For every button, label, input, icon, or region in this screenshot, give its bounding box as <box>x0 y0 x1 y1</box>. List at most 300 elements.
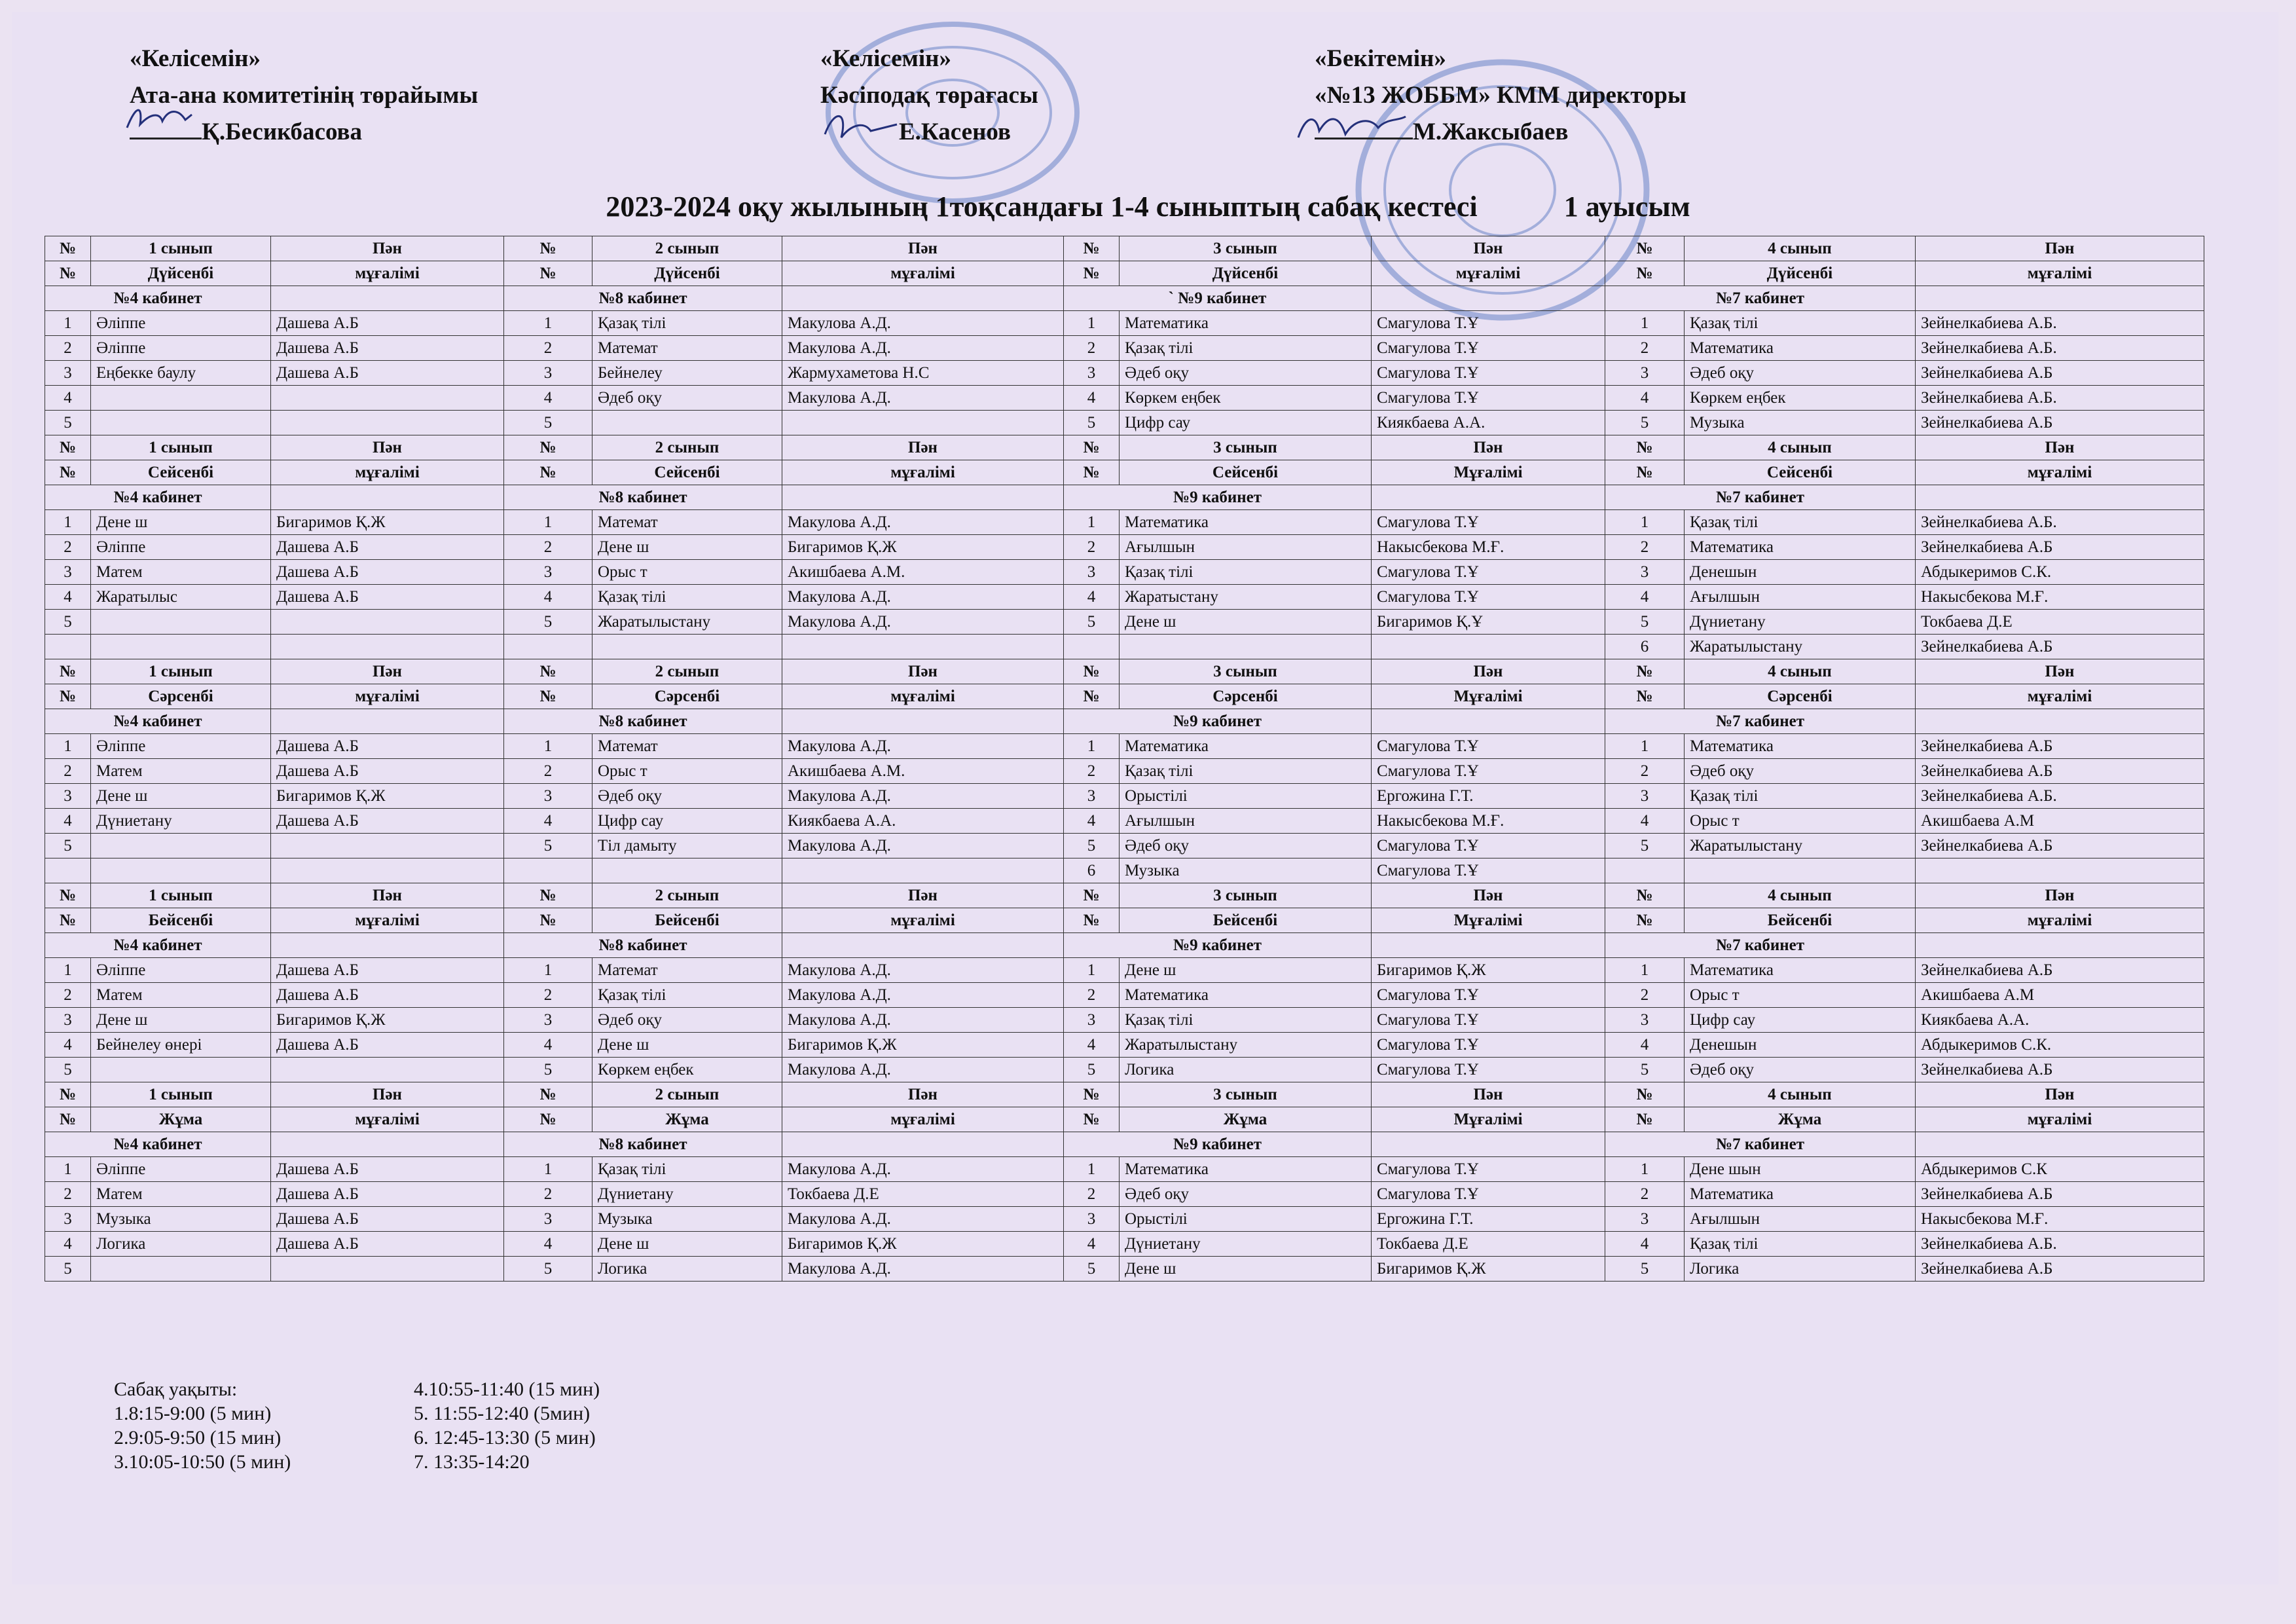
empty-cell <box>271 709 504 734</box>
lesson-subject: Математ <box>592 734 782 759</box>
lesson-number: 5 <box>1605 1257 1685 1282</box>
schedule-title <box>0 190 2296 223</box>
weekday-cell: № <box>1064 1107 1120 1132</box>
lesson-teacher: Накысбекова М.Ғ. <box>1372 809 1605 834</box>
header-cell: Пән <box>271 883 504 908</box>
lesson-subject: Әліппе <box>91 958 271 983</box>
lesson-number: 2 <box>504 1182 592 1207</box>
lesson-number: 5 <box>1064 834 1120 858</box>
lesson-teacher: Макулова А.Д. <box>782 1257 1064 1282</box>
lesson-teacher: Дашева А.Б <box>271 1232 504 1257</box>
lesson-number: 4 <box>45 1232 91 1257</box>
lesson-subject: Көркем еңбек <box>592 1058 782 1082</box>
lesson-subject: Дүниетану <box>1685 610 1916 635</box>
header-cell: Пән <box>1372 1082 1605 1107</box>
classroom-cell: №4 кабинет <box>45 286 271 311</box>
lesson-subject: Әдеб оқу <box>592 1008 782 1033</box>
lesson-teacher: Зейнелкабиева А.Б <box>1916 734 2204 759</box>
lesson-subject: Матем <box>91 759 271 784</box>
lesson-number: 4 <box>1064 1232 1120 1257</box>
weekday-cell: Сәрсенбі <box>1685 684 1916 709</box>
lesson-teacher: Макулова А.Д. <box>782 983 1064 1008</box>
empty-cell <box>782 933 1064 958</box>
weekday-cell: Дүйсенбі <box>1120 261 1372 286</box>
empty-cell <box>271 933 504 958</box>
lesson-subject: Матем <box>91 983 271 1008</box>
lesson-number: 3 <box>1605 1008 1685 1033</box>
lesson-row <box>45 983 2204 1008</box>
weekday-cell: № <box>504 1107 592 1132</box>
empty-cell <box>1916 933 2204 958</box>
lesson-teacher: Дашева А.Б <box>271 734 504 759</box>
lesson-subject: Математика <box>1685 1182 1916 1207</box>
lesson-row <box>45 1182 2204 1207</box>
lesson-number: 2 <box>504 759 592 784</box>
bell-schedule-col2 <box>414 1377 600 1474</box>
lesson-subject: Әліппе <box>91 311 271 336</box>
weekday-header-row <box>45 908 2204 933</box>
lesson-teacher: Смагулова Т.Ұ <box>1372 983 1605 1008</box>
lesson-teacher: Акишбаева А.М <box>1916 809 2204 834</box>
lesson-teacher: Макулова А.Д. <box>782 610 1064 635</box>
lesson-number: 1 <box>1605 1157 1685 1182</box>
lesson-number: 2 <box>1605 535 1685 560</box>
lesson-number: 4 <box>504 386 592 411</box>
empty-cell <box>271 286 504 311</box>
lesson-subject: Қазақ тілі <box>592 1157 782 1182</box>
empty-cell <box>1372 485 1605 510</box>
lesson-teacher <box>782 858 1064 883</box>
lesson-number: 5 <box>45 411 91 435</box>
lesson-teacher: Смагулова Т.Ұ <box>1372 1008 1605 1033</box>
lesson-teacher: Зейнелкабиева А.Б <box>1916 361 2204 386</box>
lesson-subject: Ағылшын <box>1120 535 1372 560</box>
weekday-header-row <box>45 460 2204 485</box>
weekday-cell: мұғалімі <box>271 1107 504 1132</box>
lesson-number: 6 <box>1605 635 1685 659</box>
header-cell: 1 сынып <box>91 1082 271 1107</box>
lesson-row <box>45 759 2204 784</box>
lesson-number: 5 <box>504 1257 592 1282</box>
lesson-number: 5 <box>1605 411 1685 435</box>
lesson-number: 2 <box>504 336 592 361</box>
lesson-teacher: Макулова А.Д. <box>782 734 1064 759</box>
lesson-number: 1 <box>504 510 592 535</box>
header-cell: Пән <box>1916 659 2204 684</box>
lesson-number: 5 <box>1064 610 1120 635</box>
lesson-teacher: Смагулова Т.Ұ <box>1372 858 1605 883</box>
lesson-subject: Дүниетану <box>91 809 271 834</box>
classroom-row <box>45 933 2204 958</box>
lesson-subject: Қазақ тілі <box>1120 336 1372 361</box>
weekday-header-row <box>45 1107 2204 1132</box>
lesson-number: 1 <box>45 958 91 983</box>
classroom-cell: №8 кабинет <box>504 709 782 734</box>
parent-committee-role: Ата-ана комитетінің төрайымы <box>130 82 479 109</box>
header-cell: 4 сынып <box>1685 236 1916 261</box>
header-cell: 2 сынып <box>592 236 782 261</box>
lesson-subject: Дене ш <box>592 1232 782 1257</box>
lesson-subject: Әдеб оқу <box>1120 361 1372 386</box>
lesson-teacher: Токбаева Д.Е <box>782 1182 1064 1207</box>
lesson-number: 4 <box>1605 386 1685 411</box>
lesson-number: 2 <box>1064 759 1120 784</box>
lesson-row <box>45 635 2204 659</box>
lesson-subject: Жаратылыс <box>91 585 271 610</box>
lesson-teacher: Смагулова Т.Ұ <box>1372 759 1605 784</box>
lesson-number: 3 <box>1605 1207 1685 1232</box>
lesson-subject: Жаратылыстану <box>1685 834 1916 858</box>
weekday-cell: Сәрсенбі <box>1120 684 1372 709</box>
lesson-row <box>45 1257 2204 1282</box>
lesson-subject: Орыстілі <box>1120 1207 1372 1232</box>
lesson-teacher: Зейнелкабиева А.Б <box>1916 1182 2204 1207</box>
lesson-number: 5 <box>45 1058 91 1082</box>
lesson-teacher <box>271 834 504 858</box>
lesson-subject: Орыстілі <box>1120 784 1372 809</box>
lesson-row <box>45 809 2204 834</box>
header-cell: № <box>1064 236 1120 261</box>
empty-cell <box>271 485 504 510</box>
lesson-time-2: 2.9:05-9:50 (15 мин) <box>114 1427 282 1449</box>
lesson-subject: Орыс т <box>1685 983 1916 1008</box>
lesson-number <box>1064 635 1120 659</box>
lesson-subject: Бейнелеу өнері <box>91 1033 271 1058</box>
weekday-cell: № <box>45 684 91 709</box>
weekday-cell: мұғалімі <box>1916 261 2204 286</box>
lesson-subject: Логика <box>91 1232 271 1257</box>
lesson-teacher: Бигаримов Қ.Ж <box>782 535 1064 560</box>
header-cell: 1 сынып <box>91 659 271 684</box>
lesson-subject: Дене шын <box>1685 1157 1916 1182</box>
weekday-cell: № <box>45 1107 91 1132</box>
lesson-subject: Математ <box>592 336 782 361</box>
lesson-teacher: Дашева А.Б <box>271 535 504 560</box>
lesson-subject <box>91 610 271 635</box>
lesson-subject: Жаратыстану <box>1120 585 1372 610</box>
lesson-row <box>45 535 2204 560</box>
lesson-teacher: Зейнелкабиева А.Б <box>1916 1257 2204 1282</box>
empty-cell <box>782 709 1064 734</box>
lesson-teacher: Макулова А.Д. <box>782 958 1064 983</box>
lesson-number: 1 <box>1605 311 1685 336</box>
weekday-cell: мұғалімі <box>1372 261 1605 286</box>
header-cell: 2 сынып <box>592 659 782 684</box>
classroom-row <box>45 485 2204 510</box>
lesson-subject: Матем <box>91 560 271 585</box>
lesson-teacher: Зейнелкабиева А.Б. <box>1916 784 2204 809</box>
lesson-subject: Қазақ тілі <box>592 311 782 336</box>
lesson-subject: Әдеб оқу <box>592 386 782 411</box>
lesson-teacher: Смагулова Т.Ұ <box>1372 1157 1605 1182</box>
lesson-subject: Математика <box>1120 734 1372 759</box>
lesson-teacher: Абдыкеримов С.К. <box>1916 560 2204 585</box>
classroom-row <box>45 1132 2204 1157</box>
lesson-number: 6 <box>1064 858 1120 883</box>
header-cell: № <box>45 1082 91 1107</box>
lesson-teacher: Киякбаева А.А. <box>782 809 1064 834</box>
lesson-number: 4 <box>1064 585 1120 610</box>
lesson-row <box>45 585 2204 610</box>
lesson-teacher: Дашева А.Б <box>271 983 504 1008</box>
lesson-subject: Дене ш <box>1120 1257 1372 1282</box>
lesson-teacher: Бигаримов Қ.Ж <box>1372 958 1605 983</box>
lesson-teacher: Дашева А.Б <box>271 809 504 834</box>
weekday-cell: Дүйсенбі <box>592 261 782 286</box>
weekday-cell: Сейсенбі <box>1120 460 1372 485</box>
lesson-subject: Әліппе <box>91 336 271 361</box>
lesson-subject: Әдеб оқу <box>592 784 782 809</box>
lesson-teacher: Дашева А.Б <box>271 361 504 386</box>
header-cell: Пән <box>271 659 504 684</box>
lesson-subject <box>91 858 271 883</box>
lesson-subject: Денешын <box>1685 560 1916 585</box>
lesson-number: 5 <box>45 834 91 858</box>
weekday-cell: № <box>504 261 592 286</box>
lesson-time-7: 7. 13:35-14:20 <box>414 1451 530 1473</box>
lesson-teacher: Акишбаева А.М. <box>782 560 1064 585</box>
lesson-number: 4 <box>504 1033 592 1058</box>
lesson-teacher: Дашева А.Б <box>271 311 504 336</box>
lesson-teacher: Бигаримов Қ.Ж <box>271 1008 504 1033</box>
header-cell: 3 сынып <box>1120 659 1372 684</box>
lesson-teacher: Макулова А.Д. <box>782 510 1064 535</box>
class-header-row <box>45 659 2204 684</box>
header-cell: № <box>504 1082 592 1107</box>
header-cell: Пән <box>1916 1082 2204 1107</box>
lesson-teacher: Макулова А.Д. <box>782 585 1064 610</box>
lesson-number: 4 <box>1064 386 1120 411</box>
signature-left <box>123 101 195 141</box>
lesson-row <box>45 784 2204 809</box>
header-cell: № <box>1605 1082 1685 1107</box>
lesson-teacher <box>271 411 504 435</box>
lesson-teacher: Дашева А.Б <box>271 1207 504 1232</box>
lesson-row <box>45 510 2204 535</box>
lesson-teacher: Бигаримов Қ.Ж <box>782 1033 1064 1058</box>
lesson-number: 1 <box>45 1157 91 1182</box>
lesson-number: 2 <box>1064 535 1120 560</box>
lesson-teacher: Макулова А.Д. <box>782 1058 1064 1082</box>
director-name: М.Жаксыбаев <box>1413 119 1569 145</box>
lesson-subject: Логика <box>592 1257 782 1282</box>
lesson-teacher: Зейнелкабиева А.Б. <box>1916 1232 2204 1257</box>
lesson-row <box>45 411 2204 435</box>
weekday-cell: мұғалімі <box>1916 1107 2204 1132</box>
lesson-number: 5 <box>1605 834 1685 858</box>
lesson-number: 3 <box>504 1207 592 1232</box>
lesson-subject: Математика <box>1120 1157 1372 1182</box>
classroom-cell: №4 кабинет <box>45 933 271 958</box>
lesson-teacher: Бигаримов Қ.Ж <box>1372 1257 1605 1282</box>
lesson-number: 4 <box>1605 1232 1685 1257</box>
lesson-subject <box>1120 635 1372 659</box>
lesson-row <box>45 311 2204 336</box>
lesson-number: 3 <box>1605 784 1685 809</box>
header-cell: 3 сынып <box>1120 435 1372 460</box>
lesson-subject <box>1685 858 1916 883</box>
lesson-number: 4 <box>504 809 592 834</box>
lesson-subject: Математика <box>1685 734 1916 759</box>
lesson-teacher: Макулова А.Д. <box>782 311 1064 336</box>
weekday-cell: № <box>1064 908 1120 933</box>
header-cell: Пән <box>1916 435 2204 460</box>
lesson-subject: Логика <box>1685 1257 1916 1282</box>
lesson-subject: Қазақ тілі <box>1685 311 1916 336</box>
header-cell: Пән <box>782 659 1064 684</box>
classroom-cell: №4 кабинет <box>45 709 271 734</box>
lesson-number: 3 <box>1064 361 1120 386</box>
empty-cell <box>782 286 1064 311</box>
empty-cell <box>1916 709 2204 734</box>
lesson-row <box>45 1008 2204 1033</box>
header-cell: 3 сынып <box>1120 236 1372 261</box>
lesson-teacher <box>782 411 1064 435</box>
lesson-subject: Орыс т <box>592 560 782 585</box>
weekday-cell: № <box>1064 460 1120 485</box>
weekday-cell: № <box>1605 460 1685 485</box>
header-cell: № <box>504 659 592 684</box>
lesson-time-3: 3.10:05-10:50 (5 мин) <box>114 1451 291 1473</box>
lesson-subject: Дүниетану <box>592 1182 782 1207</box>
weekday-cell: № <box>1605 684 1685 709</box>
lesson-teacher: Ергожина Г.Т. <box>1372 784 1605 809</box>
lesson-teacher <box>1372 635 1605 659</box>
lesson-number: 2 <box>45 983 91 1008</box>
weekday-cell: Бейсенбі <box>1120 908 1372 933</box>
weekday-cell: мұғалімі <box>782 460 1064 485</box>
classroom-cell: №8 кабинет <box>504 933 782 958</box>
lesson-subject: Цифр сау <box>1120 411 1372 435</box>
lesson-number <box>45 858 91 883</box>
header-cell: Пән <box>1372 435 1605 460</box>
lesson-subject: Орыс т <box>592 759 782 784</box>
lesson-teacher: Дашева А.Б <box>271 1157 504 1182</box>
header-cell: Пән <box>1916 883 2204 908</box>
lesson-teacher: Киякбаева А.А. <box>1372 411 1605 435</box>
lesson-teacher: Акишбаева А.М <box>1916 983 2204 1008</box>
lesson-number: 5 <box>1064 411 1120 435</box>
weekday-cell: № <box>1605 908 1685 933</box>
header-cell: Пән <box>1372 236 1605 261</box>
classroom-cell: №8 кабинет <box>504 485 782 510</box>
lesson-number: 4 <box>45 585 91 610</box>
lesson-subject: Еңбекке баулу <box>91 361 271 386</box>
lesson-teacher: Смагулова Т.Ұ <box>1372 311 1605 336</box>
lesson-teacher: Смагулова Т.Ұ <box>1372 386 1605 411</box>
weekday-cell: мұғалімі <box>271 261 504 286</box>
lesson-subject: Музыка <box>1685 411 1916 435</box>
lesson-subject: Ағылшын <box>1685 585 1916 610</box>
lesson-subject: Қазақ тілі <box>1120 1008 1372 1033</box>
lesson-number: 2 <box>1064 336 1120 361</box>
weekday-cell: Мұғалімі <box>1372 460 1605 485</box>
lesson-number <box>1605 858 1685 883</box>
lesson-teacher: Макулова А.Д. <box>782 386 1064 411</box>
lesson-subject: Әдеб оқу <box>1120 1182 1372 1207</box>
lesson-teacher <box>271 1257 504 1282</box>
header-cell: 1 сынып <box>91 236 271 261</box>
lesson-number: 5 <box>1605 610 1685 635</box>
lesson-teacher: Зейнелкабиева А.Б <box>1916 1058 2204 1082</box>
empty-cell <box>1372 933 1605 958</box>
classroom-row <box>45 709 2204 734</box>
weekday-cell: мұғалімі <box>782 1107 1064 1132</box>
lesson-number: 1 <box>504 734 592 759</box>
weekday-cell: Жұма <box>592 1107 782 1132</box>
lesson-time-4: 4.10:55-11:40 (15 мин) <box>414 1378 600 1400</box>
lesson-teacher: Смагулова Т.Ұ <box>1372 1033 1605 1058</box>
lesson-teacher: Смагулова Т.Ұ <box>1372 336 1605 361</box>
weekday-cell: № <box>504 684 592 709</box>
weekday-cell: мұғалімі <box>782 261 1064 286</box>
lesson-subject: Бейнелеу <box>592 361 782 386</box>
weekday-cell: мұғалімі <box>271 684 504 709</box>
lesson-subject: Ағылшын <box>1685 1207 1916 1232</box>
weekday-cell: Сейсенбі <box>592 460 782 485</box>
header-cell: № <box>45 659 91 684</box>
lesson-number: 1 <box>504 958 592 983</box>
empty-cell <box>271 1132 504 1157</box>
header-cell: 2 сынып <box>592 883 782 908</box>
lesson-row <box>45 610 2204 635</box>
lesson-subject: Қазақ тілі <box>1120 560 1372 585</box>
empty-cell <box>1916 286 2204 311</box>
lesson-subject: Логика <box>1120 1058 1372 1082</box>
weekday-cell: Дүйсенбі <box>1685 261 1916 286</box>
header-cell: Пән <box>782 1082 1064 1107</box>
lesson-teacher: Дашева А.Б <box>271 585 504 610</box>
lesson-row <box>45 734 2204 759</box>
lesson-subject: Математика <box>1120 510 1372 535</box>
weekday-cell: мұғалімі <box>1916 908 2204 933</box>
lesson-number: 3 <box>45 1008 91 1033</box>
header-cell: Пән <box>1372 659 1605 684</box>
lesson-subject: Қазақ тілі <box>1685 1232 1916 1257</box>
lesson-subject: Қазақ тілі <box>1120 759 1372 784</box>
lesson-number: 1 <box>1064 734 1120 759</box>
schedule-table <box>45 236 2204 1282</box>
lesson-number: 3 <box>45 1207 91 1232</box>
lesson-subject: Математика <box>1120 983 1372 1008</box>
header-cell: № <box>1064 1082 1120 1107</box>
lesson-number: 3 <box>1064 784 1120 809</box>
lesson-number: 2 <box>45 759 91 784</box>
lesson-teacher: Токбаева Д.Е <box>1916 610 2204 635</box>
lesson-subject: Дене ш <box>91 784 271 809</box>
header-cell: 4 сынып <box>1685 435 1916 460</box>
weekday-cell: № <box>1605 1107 1685 1132</box>
weekday-cell: мұғалімі <box>782 684 1064 709</box>
lesson-subject: Қазақ тілі <box>1685 510 1916 535</box>
bell-schedule-col1 <box>114 1377 291 1474</box>
lesson-subject <box>592 411 782 435</box>
approved-label: «Бекітемін» <box>1315 45 1446 72</box>
lesson-number: 2 <box>1605 336 1685 361</box>
lesson-number: 1 <box>1064 958 1120 983</box>
lesson-number: 3 <box>1605 361 1685 386</box>
lesson-teacher <box>271 386 504 411</box>
header-cell: 2 сынып <box>592 435 782 460</box>
lesson-number <box>504 635 592 659</box>
weekday-cell: Мұғалімі <box>1372 684 1605 709</box>
lesson-number: 4 <box>45 809 91 834</box>
header-cell: № <box>45 883 91 908</box>
lesson-row <box>45 1157 2204 1182</box>
lesson-subject: Қазақ тілі <box>592 585 782 610</box>
lesson-number: 4 <box>45 1033 91 1058</box>
lesson-teacher: Киякбаева А.А. <box>1916 1008 2204 1033</box>
